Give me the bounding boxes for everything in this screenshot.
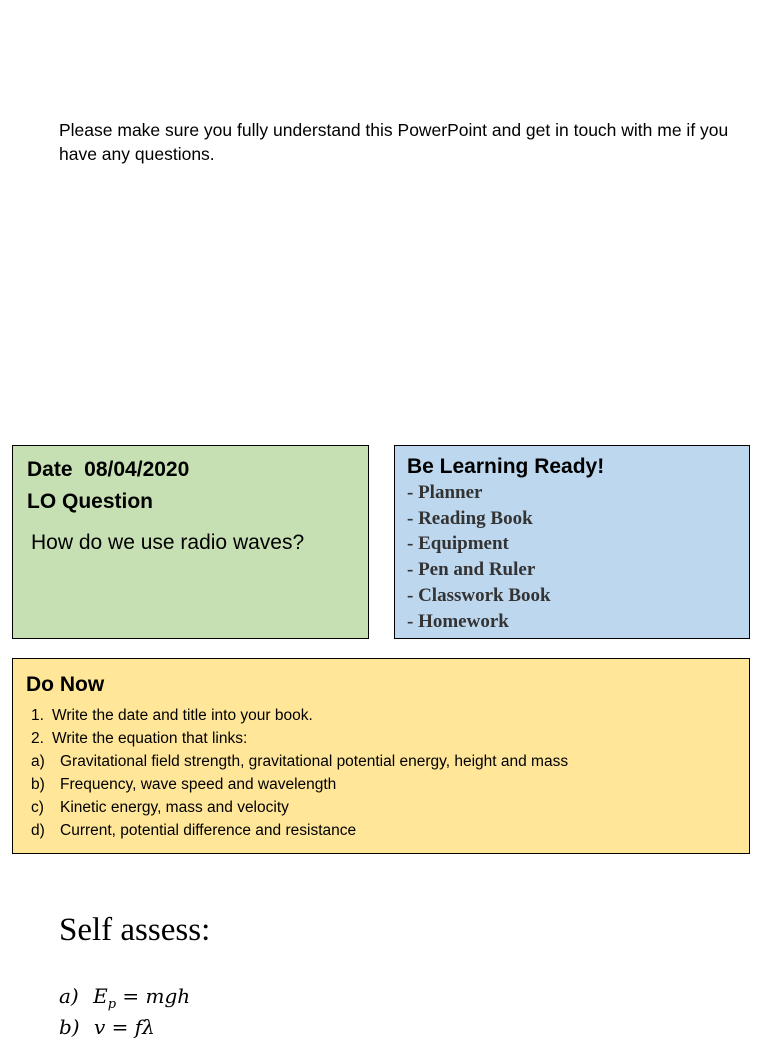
do-now-box bbox=[12, 658, 750, 854]
do-now-list bbox=[26, 704, 736, 842]
lo-question-box bbox=[12, 445, 369, 639]
list-marker: a) bbox=[31, 753, 45, 770]
ready-item-pen-and-ruler: - Pen and Ruler bbox=[407, 559, 536, 581]
do-now-title: Do Now bbox=[26, 673, 105, 696]
do-now-item bbox=[26, 796, 736, 819]
equation-lhs-subscript: p bbox=[107, 997, 117, 1012]
list-marker: d) bbox=[31, 822, 45, 839]
self-assess-title: Self assess: bbox=[59, 912, 211, 948]
list-marker: 2. bbox=[31, 730, 44, 747]
equation-label: b) bbox=[59, 1015, 80, 1039]
do-now-item bbox=[26, 704, 736, 727]
ready-item-classwork-book: - Classwork Book bbox=[407, 584, 551, 606]
ready-item-reading-book: - Reading Book bbox=[407, 507, 533, 529]
intro-text: Please make sure you fully understand this PowerPoint and get in touch with me if you have any questions. bbox=[59, 120, 729, 164]
do-now-item bbox=[26, 819, 736, 842]
do-now-item-text: Current, potential difference and resistance bbox=[60, 822, 357, 839]
do-now-item-text: Write the date and title into your book. bbox=[52, 707, 313, 724]
list-marker: 1. bbox=[31, 707, 44, 724]
equation-label: a) bbox=[59, 984, 79, 1008]
ready-item-equipment: - Equipment bbox=[407, 533, 509, 555]
lo-heading: LO Question bbox=[27, 490, 153, 513]
do-now-item bbox=[26, 727, 736, 750]
equation-lhs: v bbox=[93, 1015, 106, 1039]
date-line: Date 08/04/2020 bbox=[27, 458, 190, 481]
do-now-item-text: Gravitational field strength, gravitational potential energy, height and mass bbox=[60, 753, 569, 770]
learning-ready-list bbox=[407, 480, 737, 634]
do-now-item-text: Write the equation that links: bbox=[52, 730, 248, 747]
equation-lhs: E bbox=[93, 984, 108, 1008]
ready-item-planner: - Planner bbox=[407, 482, 483, 503]
do-now-item-text: Kinetic energy, mass and velocity bbox=[60, 799, 289, 816]
do-now-item-text: Frequency, wave speed and wavelength bbox=[60, 776, 337, 793]
equation-b bbox=[59, 1014, 155, 1049]
equation-rhs: = mgh bbox=[122, 984, 191, 1008]
equation-a bbox=[59, 983, 190, 1018]
equation-rhs: = fλ bbox=[111, 1015, 155, 1039]
ready-item-homework: - Homework bbox=[407, 610, 509, 632]
list-marker: b) bbox=[31, 776, 45, 793]
lo-question: How do we use radio waves? bbox=[31, 531, 305, 554]
do-now-item bbox=[26, 750, 736, 773]
learning-ready-box bbox=[394, 445, 750, 639]
learning-ready-title: Be Learning Ready! bbox=[407, 455, 605, 478]
do-now-item bbox=[26, 773, 736, 796]
list-marker: c) bbox=[31, 799, 44, 816]
